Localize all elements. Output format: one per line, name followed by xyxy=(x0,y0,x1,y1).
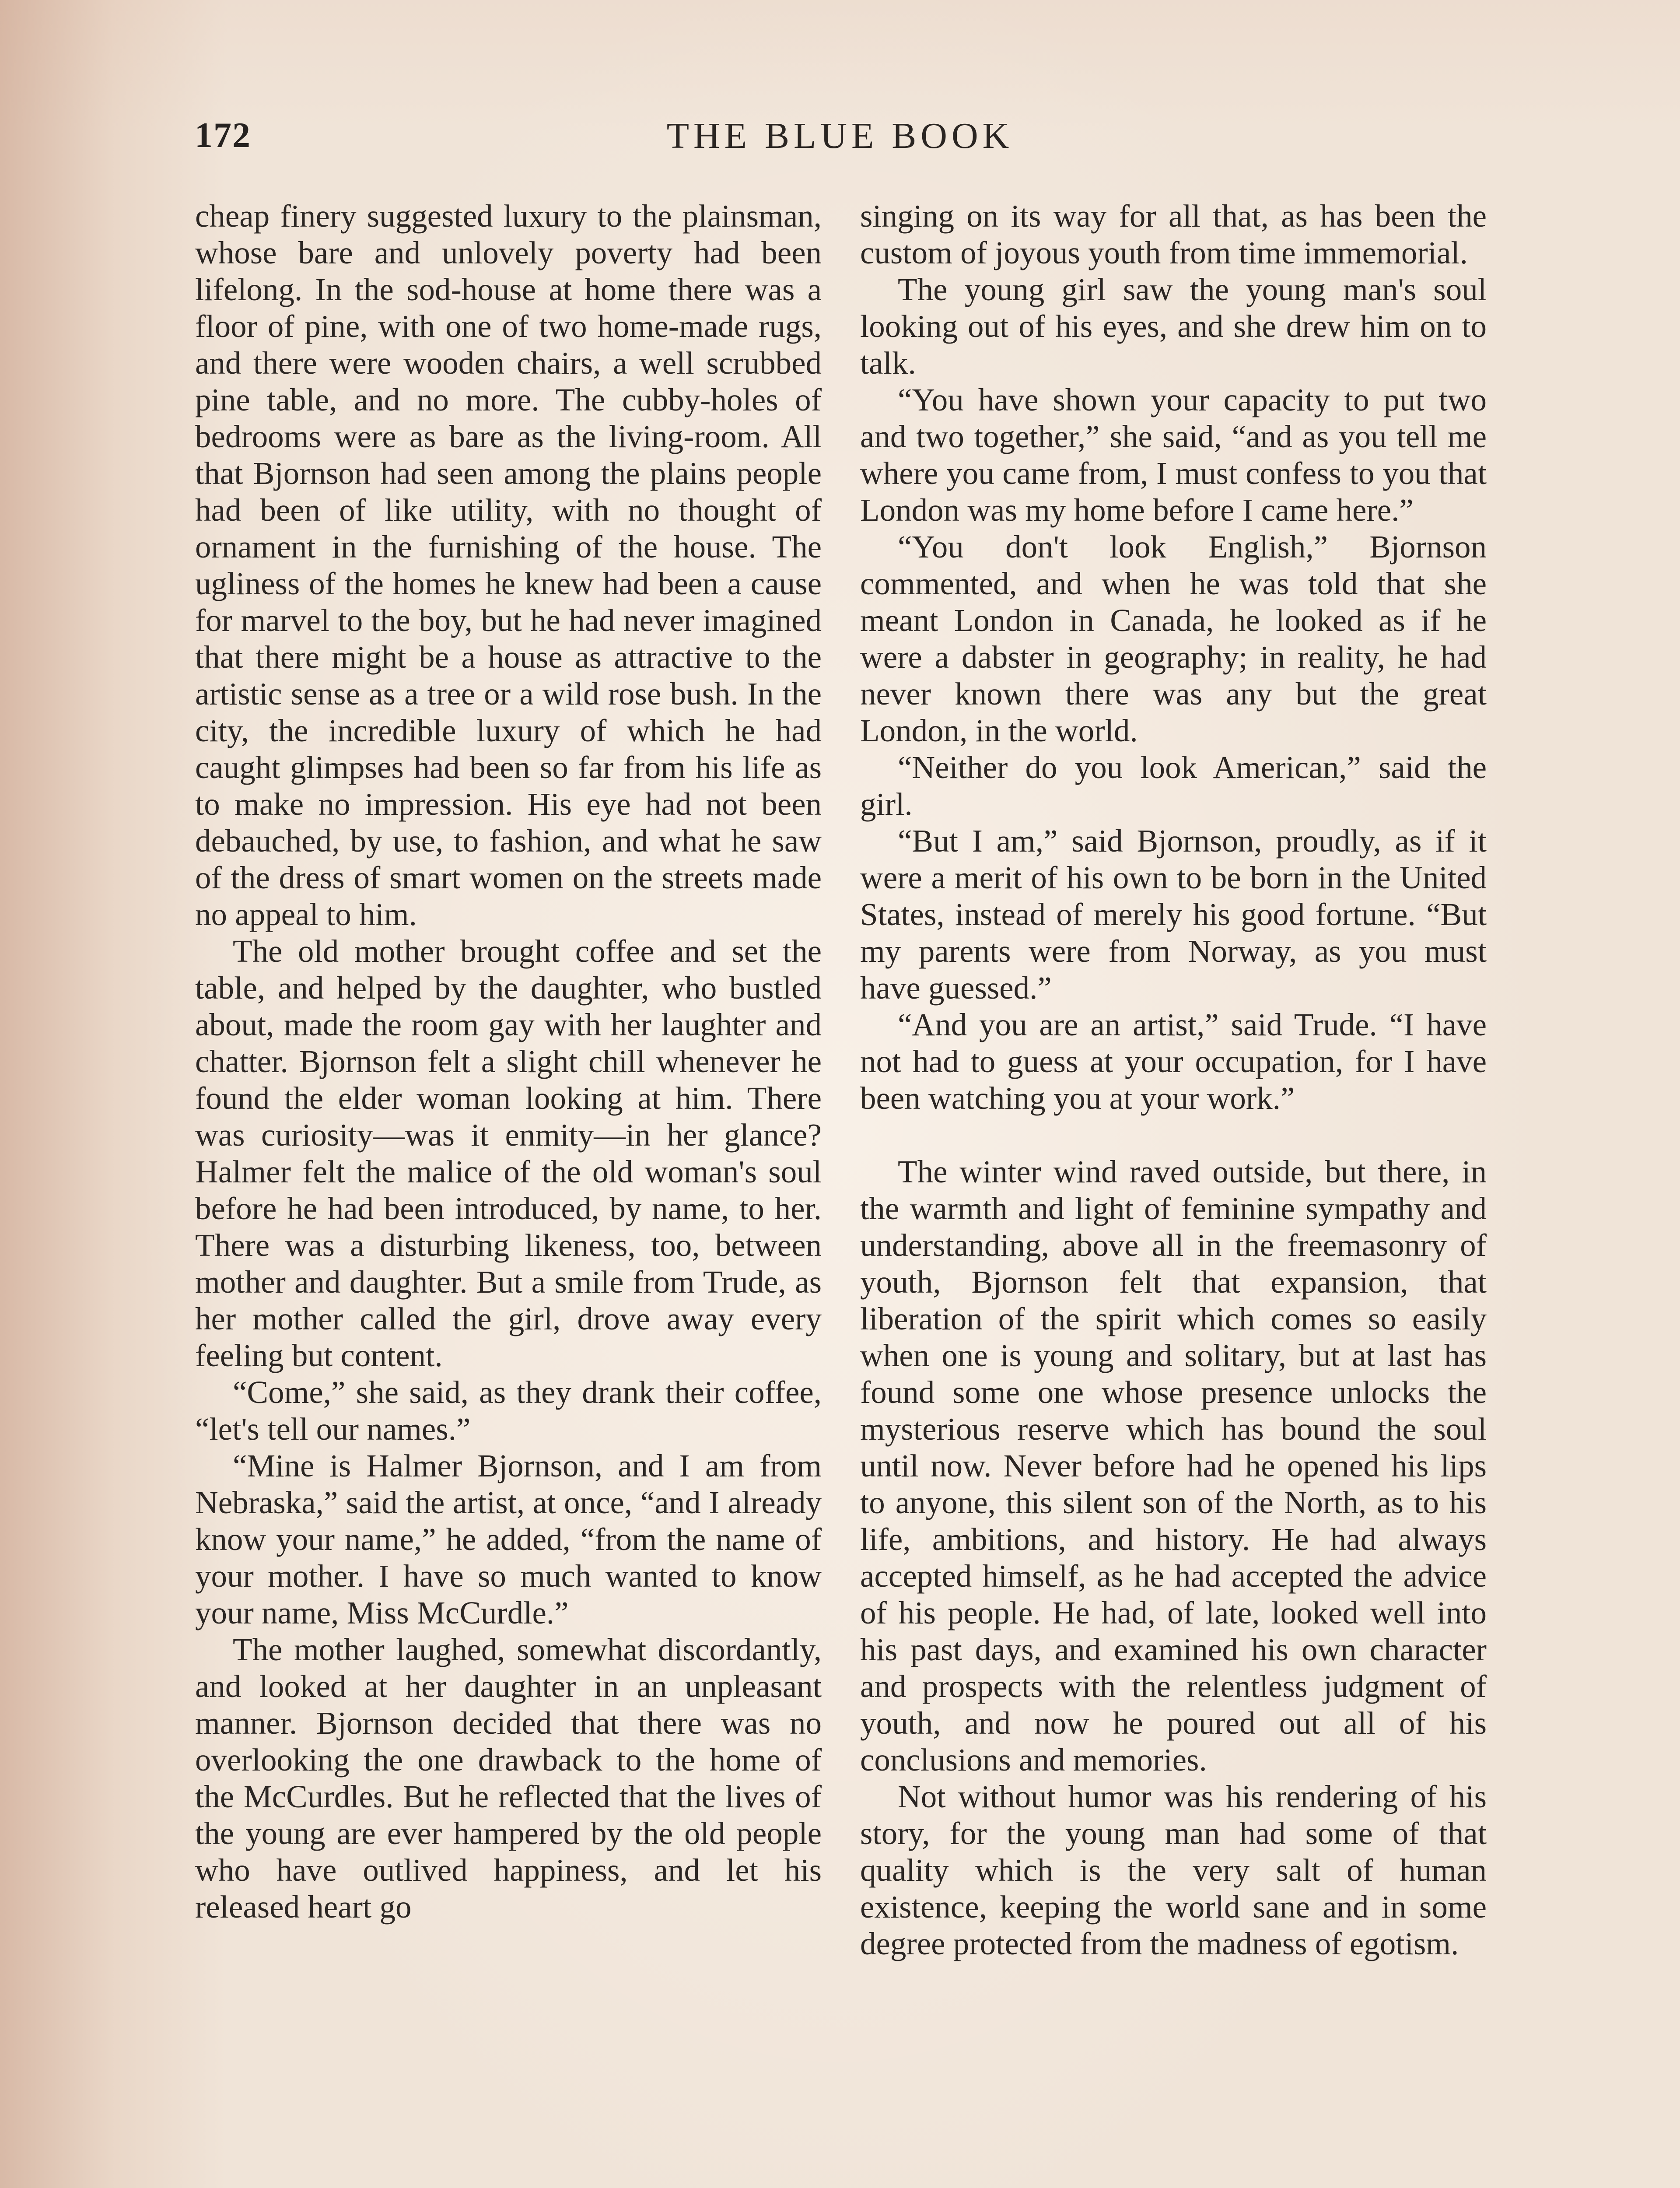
right-column xyxy=(860,198,1487,1962)
paragraph: “Mine is Halmer Bjornson, and I am from Nebraska,” said the artist, at once, “and I already know your name,” he added, “from the name of your mother. I have so much wanted to know your name, Miss McCurdle.” xyxy=(195,1448,822,1630)
section-break xyxy=(860,1117,1487,1154)
paragraph: singing on its way for all that, as has been the custom of joyous youth from time immemorial. xyxy=(860,198,1487,270)
paragraph: “Come,” she said, as they drank their coffee, “let's tell our names.” xyxy=(195,1375,822,1447)
paragraph: Not without humor was his rendering of his story, for the young man had some of that quality which is the very salt of human existence, keeping the world sane and in some degree protected from the madness of egotism. xyxy=(860,1779,1487,1961)
paragraph: The old mother brought coffee and set the table, and helped by the daughter, who bustled about, made the room gay with her laughter and chatter. Bjornson felt a slight chill whenever he found the elder woman looking at him. There was curiosity—was it enmity—in her glance? Halmer felt the malice of the old woman's soul before he had been introduced, by name, to her. There was a disturbing likeness, too, between mother and daughter. But a smile from Trude, as her mother called the girl, drove away every feeling but content. xyxy=(195,933,822,1373)
paragraph: The winter wind raved outside, but there, in the warmth and light of feminine sympathy and understanding, above all in the freemasonry of youth, Bjornson felt that expansion, that liberation of the spirit which comes so easily when one is young and solitary, but at last has found some one whose presence unlocks the mysterious reserve which has bound the soul until now. Never before had he opened his lips to anyone, this silent son of the North, as to his life, ambitions, and history. He had always accepted himself, as he had accepted the advice of his people. He had, of late, looked well into his past days, and examined his own character and prospects with the relentless judgment of youth, and now he poured out all of his conclusions and memories. xyxy=(860,1154,1487,1778)
paragraph: “Neither do you look American,” said the girl. xyxy=(860,750,1487,822)
paragraph: The young girl saw the young man's soul looking out of his eyes, and she drew him on to talk. xyxy=(860,272,1487,381)
page-number: 172 xyxy=(195,115,251,155)
paragraph: “But I am,” said Bjornson, proudly, as if it were a merit of his own to be born in the United States, instead of merely his good fortune. “But my parents were from Norway, as you must have guessed.” xyxy=(860,823,1487,1006)
paragraph: “You have shown your capacity to put two and two together,” she said, “and as you tell me where you came from, I must confess to you that London was my home before I came here.” xyxy=(860,382,1487,528)
paragraph: “And you are an artist,” said Trude. “I have not had to guess at your occupation, for I have been watching you at your work.” xyxy=(860,1007,1487,1116)
left-column xyxy=(195,198,822,1925)
paragraph: “You don't look English,” Bjornson commented, and when he was told that she meant London in Canada, he looked as if he were a dabster in geography; in reality, he had never known there was any but the great London, in the world. xyxy=(860,529,1487,748)
paragraph: The mother laughed, somewhat discordantly, and looked at her daughter in an unpleasant manner. Bjornson decided that there was no overlooking the one drawback to the home of the McCurdles. But he reflected that the lives of the young are ever hampered by the old people who have outlived happiness, and let his released heart go xyxy=(195,1632,822,1925)
running-title: THE BLUE BOOK xyxy=(666,116,1014,156)
page-header xyxy=(195,115,1485,167)
paragraph: cheap finery suggested luxury to the plainsman, whose bare and unlovely poverty had been lifelong. In the sod-house at home there was a floor of pine, with one of two home-made rugs, and there were wooden chairs, a well scrubbed pine table, and no more. The cubby-holes of bedrooms were as bare as the living-room. All that Bjornson had seen among the plains people had been of like utility, with no thought of ornament in the furnishing of the house. The ugliness of the homes he knew had been a cause for marvel to the boy, but he had never imagined that there might be a house as attractive to the artistic sense as a tree or a wild rose bush. In the city, the incredible luxury of which he had caught glimpses had been so far from his life as to make no impression. His eye had not been debauched, by use, to fashion, and what he saw of the dress of smart women on the streets made no appeal to him. xyxy=(195,198,822,932)
